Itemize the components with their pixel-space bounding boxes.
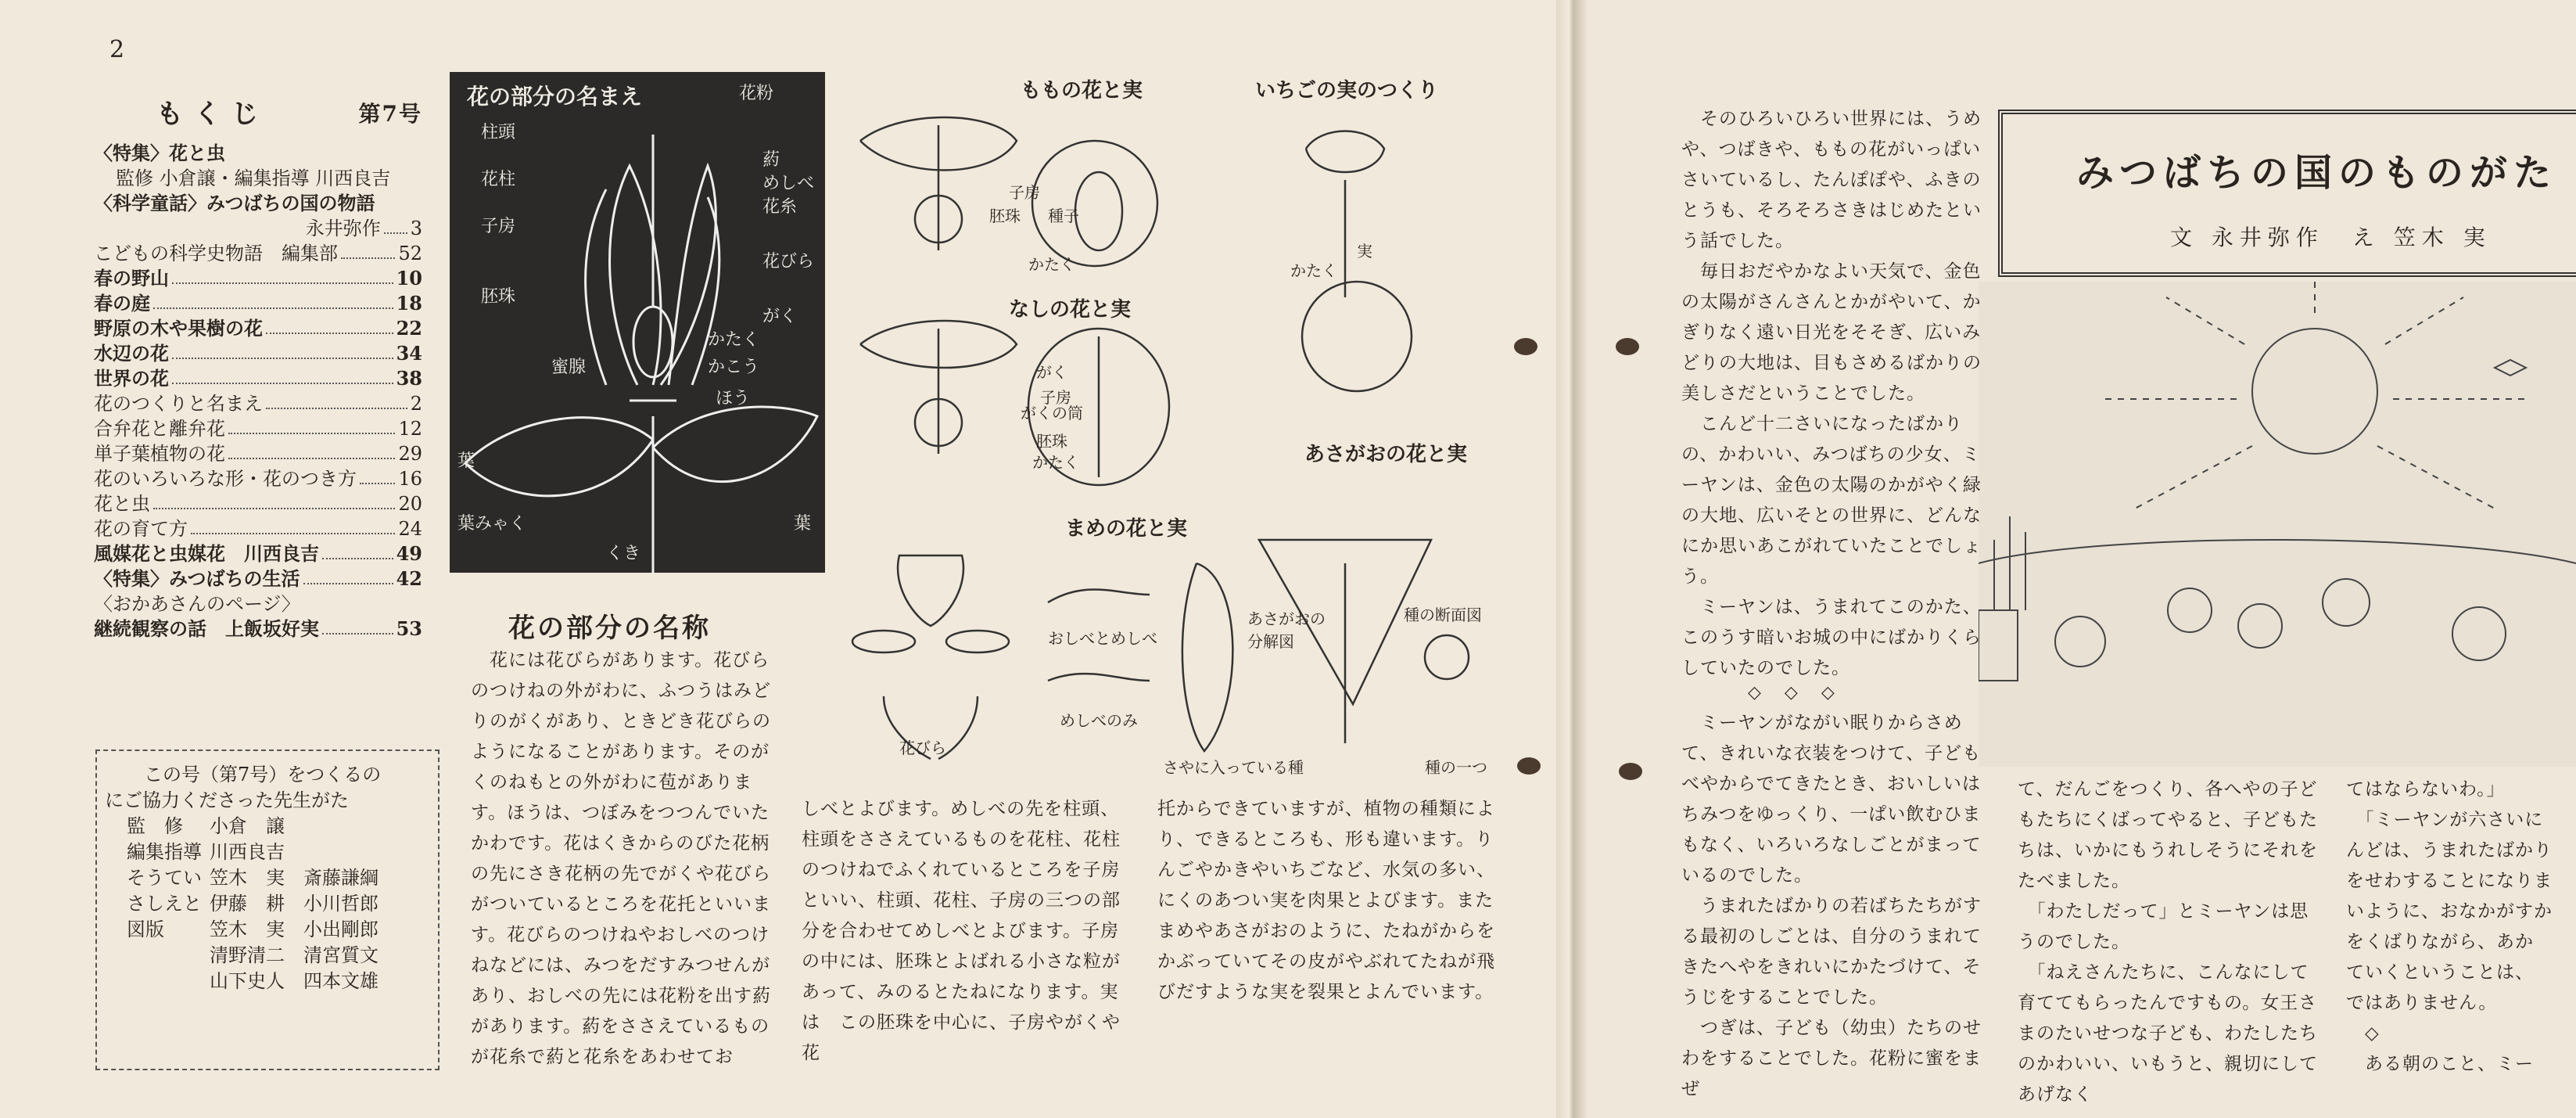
toc-entry-page: 3	[410, 217, 422, 239]
toc-leader-dots	[360, 466, 395, 484]
label-leaf-right: 葉	[794, 514, 812, 534]
credits-table	[127, 814, 386, 994]
toc-entry	[94, 466, 422, 491]
toc-title-text: もくじ	[156, 99, 269, 130]
caption-momo: ももの花と実	[1021, 79, 1143, 102]
toc-leader-dots	[266, 316, 393, 334]
toc-entry-title: 単子葉植物の花	[94, 443, 225, 465]
toc-entry-page: 29	[398, 443, 422, 465]
article-heading: 花の部分の名称	[508, 613, 711, 644]
story-column-c: て、だんごをつくり、各へやの子どもたちにくばってやると、子どもたちは、いかにもうれしそうにそれをたべました。 「わたしだって」とミーヤンは思うのでした。 「ねえさんたちに、こんなにして育ててもらったんですもの。女王さまのたいせつな子ども、わたしたちのかわいい、いもうと、親切にしてあげなく	[2018, 779, 2318, 1105]
sun-flower-illustration	[1979, 282, 2576, 767]
toc-lines	[94, 141, 422, 642]
credit-role: さしえと	[127, 893, 202, 915]
toc-entry-title: 〈科学童話〉みつばちの国の物語	[94, 192, 375, 214]
flower-parts-diagram	[450, 72, 825, 573]
toc-entry-title: 花と虫	[94, 493, 150, 515]
toc-entry-page: 52	[398, 243, 422, 264]
nashi-label-calyx-tube: がくの筒	[1021, 404, 1083, 422]
story-byline: 文 永井弥作 え 笠木 実	[2170, 225, 2492, 250]
credit-row	[127, 917, 386, 943]
toc-entry-title: 野原の木や果樹の花	[94, 317, 263, 340]
asagao-label-exploded: あさがおの分解図	[1247, 609, 1326, 651]
toc-entry	[94, 617, 422, 642]
toc-entry-page: 34	[396, 342, 422, 365]
toc-leader-dots	[384, 216, 407, 234]
toc-entry	[94, 391, 422, 416]
toc-entry-title: 春の野山	[94, 267, 169, 289]
label-anther: 葯	[762, 150, 780, 170]
fruit-illustrations	[837, 78, 1541, 782]
toc-entry-title: 合弁花と離弁花	[94, 418, 225, 440]
ichigo-label-fruit: 実	[1357, 242, 1372, 261]
toc-leader-dots	[172, 366, 393, 384]
credit-role: 編集指導	[127, 841, 202, 863]
label-ovary: 子房	[481, 217, 516, 236]
toc-leader-dots	[322, 541, 393, 559]
story-title: みつばちの国のものがた	[2076, 151, 2558, 195]
toc-entry	[94, 591, 422, 617]
credit-row	[127, 943, 386, 969]
caption-asagao: あさがおの花と実	[1304, 443, 1468, 466]
label-leaf-vein: 葉みゃく	[457, 514, 527, 534]
toc-entry	[94, 166, 422, 191]
nashi-label-ovary: 子房	[1040, 388, 1071, 407]
table-of-contents	[94, 99, 422, 642]
toc-entry-title: 〈特集〉花と虫	[94, 142, 225, 164]
toc-entry-page: 53	[396, 617, 422, 640]
toc-entry	[94, 291, 422, 316]
momo-label-receptacle: かたく	[1028, 255, 1075, 274]
label-receptacle: かたく	[708, 330, 760, 350]
credit-role: 監 修	[127, 815, 183, 837]
toc-leader-dots	[266, 391, 407, 409]
mame-label-petals: 花びら	[899, 739, 946, 757]
credit-names: 笠木 実 斎藤謙綱	[210, 867, 379, 889]
credit-role: 図版	[127, 918, 164, 940]
section-divider: ◇◇◇	[1748, 683, 1858, 703]
credits-heading-2: にご協力くださった先生がた	[105, 789, 349, 811]
toc-entry	[94, 416, 422, 441]
label-leaf: 葉	[457, 451, 475, 471]
toc-entry	[94, 516, 422, 541]
book-gutter	[1556, 0, 1588, 1118]
label-filament: 花糸	[762, 197, 798, 217]
mame-label-stamen-pistil: おしべとめしべ	[1048, 629, 1157, 648]
toc-entry-title: 永井弥作	[305, 217, 381, 239]
toc-entry	[94, 316, 422, 341]
toc-entry-title: 花のつくりと名まえ	[94, 393, 263, 415]
toc-entry-title: 〈おかあさんのページ〉	[94, 593, 300, 615]
toc-leader-dots	[341, 241, 395, 259]
label-stem: くき	[606, 544, 641, 563]
toc-leader-dots	[303, 566, 393, 584]
label-stigma: 柱頭	[481, 123, 516, 142]
credit-row	[127, 891, 386, 917]
story-column-b: ミーヤンがながい眠りからさめて、きれいな衣装をつけて、子どもべやからでてきたとき、おいしいはちみつをゆっくり、一ぱい飲むひまもなく、いろいろなしごとがまっているのでした。 うまれたばかりの若ばちたちがする最初のしごとは、自分のうまれてきたへやをきれいにかたづけて、そうじをすることでした。 つぎは、子ども（幼虫）たちのせわをすることでした。花粉に蜜をまぜ	[1681, 713, 1982, 1099]
toc-entry-title: 風媒花と虫媒花 川西良吉	[94, 542, 319, 565]
label-nectary: 蜜腺	[551, 358, 587, 377]
toc-entry-page: 12	[398, 418, 422, 440]
label-ovule: 胚珠	[481, 287, 516, 307]
toc-entry-title: 〈特集〉みつばちの生活	[94, 567, 300, 590]
credit-names: 小倉 譲	[210, 815, 285, 837]
mame-label-pistil-only: めしべのみ	[1060, 711, 1138, 730]
label-petal: 花びら	[762, 252, 815, 271]
toc-entry-title: 水辺の花	[94, 342, 169, 365]
asagao-label-one-seed: 種の一つ	[1425, 758, 1487, 777]
label-sepal: がく	[762, 307, 798, 326]
toc-entry-page: 22	[396, 317, 422, 340]
credit-row	[127, 969, 386, 994]
caption-nashi: なしの花と実	[1009, 298, 1132, 322]
credits-box	[95, 750, 439, 1070]
toc-leader-dots	[228, 416, 395, 434]
mame-label-pod-seeds: さやに入っている種	[1163, 758, 1304, 777]
toc-entry	[94, 491, 422, 516]
nashi-label-sepal: がく	[1036, 363, 1067, 382]
credit-names: 伊藤 耕 小川哲郎	[210, 893, 379, 915]
credit-names: 山下史人 四本文雄	[210, 970, 379, 992]
toc-leader-dots	[228, 441, 395, 459]
toc-entry-page: 42	[396, 567, 422, 590]
nashi-label-receptacle: かたく	[1032, 453, 1079, 472]
credit-role: そうてい	[127, 867, 202, 889]
toc-entry-title: 継続観察の話 上飯坂好実	[94, 617, 319, 640]
toc-entry	[94, 191, 422, 216]
toc-entry-page: 10	[396, 267, 422, 289]
credit-names: 川西良吉	[210, 841, 285, 863]
caption-ichigo: いちごの実のつくり	[1255, 79, 1439, 102]
credits-heading-1: この号（第7号）をつくるの	[144, 764, 382, 785]
toc-entry-title: 監修 小倉譲・編集指導 川西良吉	[116, 167, 391, 189]
toc-entry	[94, 541, 422, 566]
binding-hole	[1616, 338, 1639, 355]
nashi-label-ovule: 胚珠	[1036, 432, 1067, 451]
label-style: 花柱	[481, 170, 516, 189]
story-column-a: そのひろいひろい世界には、うめや、つばきや、ももの花がいっぱいさいているし、たんぽぽや、ふきのとうも、そろそろさきはじめたという話でした。 毎日おだやかなよい天気で、金色の太陽がさんさんとかがやいて、かぎりなく遠い日光をそそぎ、広いみどりの大地は、目もさめるばかりの美しさだということでした。 こんど十二さいになったばかりの、かわいい、みつばちの少女、ミーヤンは、金色の太陽のかがやく緑の大地、広いそとの世界に、どんなにか思いあこがれていたことでしょう。 ミーヤンは、うまれてこのかた、このうす暗いお城の中にばかりくらしていたのでした。	[1681, 109, 1982, 678]
toc-entry-page: 2	[410, 393, 422, 415]
toc-title	[156, 99, 422, 130]
toc-entry-title: 花のいろいろな形・花のつき方	[94, 468, 357, 490]
toc-entry	[94, 141, 422, 166]
toc-entry	[94, 366, 422, 391]
page-number: 2	[109, 36, 125, 63]
toc-entry-page: 18	[396, 292, 422, 315]
toc-leader-dots	[191, 516, 395, 534]
toc-leader-dots	[153, 291, 393, 309]
article-column-1: 花には花びらがあります。花びらのつけねの外がわに、ふつうはみどりのがくがあり、ときどき花びらのようになることがあります。そのがくのねもとの外がわに苞があります。ほうは、つぼみをつつんでいたかわです。花はくきからのびた花柄の先にさき花柄の先でがくや花びらがついているところを花托といいます。花びらのつけねやおしべのつけねなどには、みつをだすみつせんがあり、おしべの先には花粉を出す葯があります。葯をささえているものが花糸で葯と花糸をあわせてお	[471, 650, 771, 1067]
label-pollen: 花粉	[739, 84, 774, 103]
label-bract: ほう	[716, 389, 751, 408]
toc-entry	[94, 341, 422, 366]
toc-entry-page: 49	[396, 542, 422, 565]
toc-entry-page: 16	[398, 468, 422, 490]
credit-row	[127, 865, 386, 891]
diagram-title: 花の部分の名まえ	[467, 84, 643, 110]
toc-leader-dots	[322, 617, 393, 634]
momo-label-ovule: 胚珠	[989, 207, 1021, 225]
label-pistil: めしべ	[762, 174, 815, 193]
toc-entry	[94, 566, 422, 591]
asagao-label-seed-section: 種の断面図	[1404, 606, 1482, 624]
toc-entry-page: 20	[398, 493, 422, 515]
toc-entry	[94, 441, 422, 466]
toc-leader-dots	[153, 491, 395, 509]
toc-entry	[94, 241, 422, 266]
toc-issue: 第7号	[358, 101, 422, 127]
credit-row	[127, 839, 386, 865]
credit-role	[127, 943, 210, 969]
toc-entry	[94, 216, 422, 241]
label-flower-stalk: かこう	[708, 358, 760, 377]
toc-entry	[94, 266, 422, 291]
momo-label-ovary: 子房	[1009, 183, 1040, 202]
toc-entry-title: こどもの科学史物語 編集部	[94, 243, 338, 264]
caption-mame: まめの花と実	[1065, 517, 1188, 541]
toc-entry-title: 花の育て方	[94, 518, 188, 540]
toc-leader-dots	[172, 341, 393, 359]
story-column-d: てはならないわ。」 「ミーヤンが六さいに んどは、うまれたばかり をせわすることになりま いように、おなかがすか をくばりながら、あか ていくということは、 ではありません。 ◇ ある朝のこと、ミー	[2346, 779, 2553, 1074]
binding-hole	[1619, 763, 1642, 780]
credit-names: 笠木 実 小出剛郎	[210, 918, 379, 940]
ichigo-label-receptacle: かたく	[1290, 261, 1337, 280]
toc-entry-page: 38	[396, 367, 422, 390]
toc-entry-title: 世界の花	[94, 367, 169, 390]
toc-leader-dots	[172, 266, 393, 284]
credit-role	[127, 969, 210, 994]
article-column-3: 托からできていますが、植物の種類により、できるところも、形も違います。りんごやかきやいちごなど、水気の多い、にくのあつい実を肉果とよびます。またまめやあさがおのように、たねがからをかぶっていてその皮がやぶれてたねが飛びだすような実を裂果とよんでいます。	[1157, 799, 1495, 1002]
credit-names: 清野清二 清宮質文	[210, 944, 379, 966]
toc-entry-page: 24	[398, 518, 422, 540]
article-column-2: しべとよびます。めしべの先を柱頭、柱頭をささえているものを花柱、花柱のつけねでふくれているところを子房といい、柱頭、花柱、子房の三つの部分を合わせてめしべとよびます。子房の中には、胚珠とよばれる小さな粒があって、みのるとたねになります。実は この胚珠を中心に、子房やがくや花	[802, 799, 1121, 1063]
credit-row	[127, 814, 386, 839]
momo-label-seed: 種子	[1048, 207, 1079, 225]
toc-entry-title: 春の庭	[94, 292, 150, 315]
